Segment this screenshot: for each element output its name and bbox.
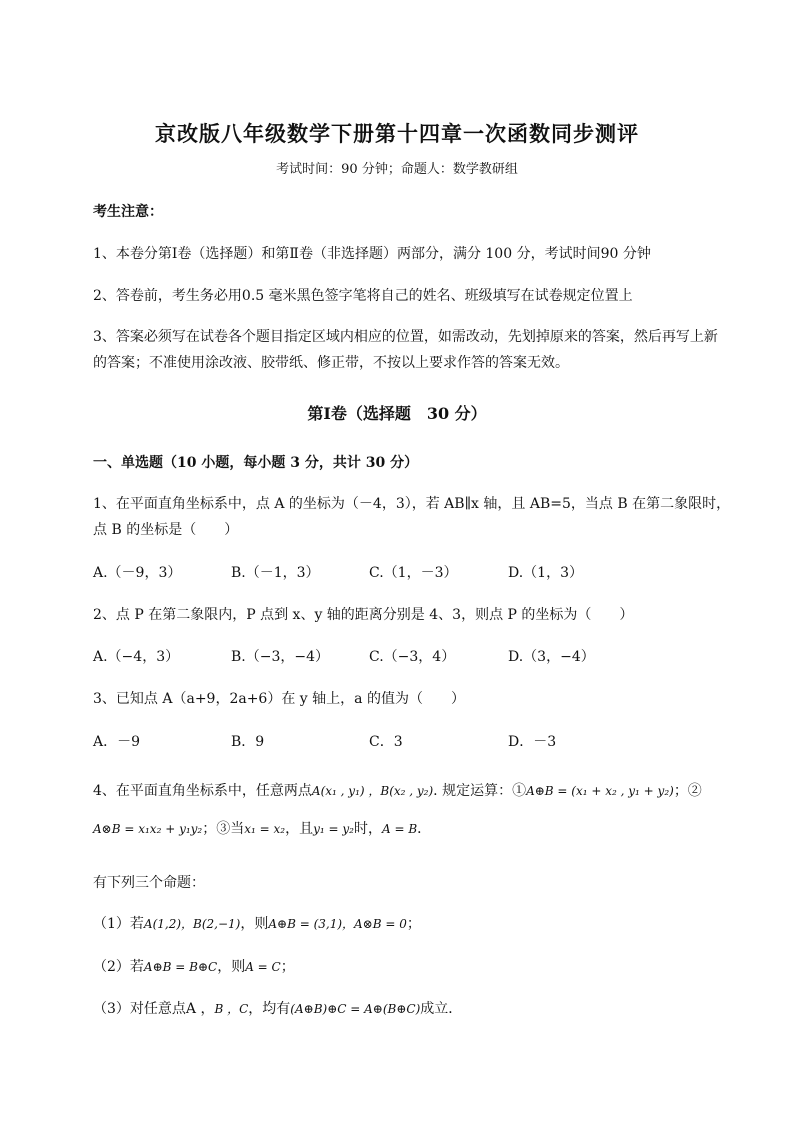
p2-text-a: （2）若 xyxy=(93,959,144,975)
q1-option-d: D.（1，3） xyxy=(508,565,583,581)
p2-text-b: ，则 xyxy=(217,959,246,975)
p2-condition-formula: A⊕B = B⊕C xyxy=(143,960,218,974)
q2-option-a: A.（−4，3） xyxy=(93,649,180,665)
q4-oplus-formula: A⊕B = (x₁ + x₂ , y₁ + y₂) xyxy=(526,784,674,798)
p3-points-formula: B ，C xyxy=(214,1002,249,1016)
q3-option-b: B．9 xyxy=(231,734,265,750)
page-title: 京改版八年级数学下册第十四章一次函数同步测评 xyxy=(155,121,639,146)
q4-text-c: ；② xyxy=(673,783,702,799)
q4-text-a: 4、在平面直角坐标系中，任意两点 xyxy=(93,783,312,799)
q4-a-equals-b-formula: A = B xyxy=(381,822,418,836)
question-4-text-cont xyxy=(93,818,431,838)
notice-item-3-cont: 的答案；不准使用涂改液、胶带纸、修正带，不按以上要求作答的答案无效。 xyxy=(93,355,569,371)
notice-item-3: 3、答案必须写在试卷各个题目指定区域内相应的位置，如需改动，先划掉原来的答案，然后再写上新 xyxy=(93,329,718,345)
p3-text-b: ，均有 xyxy=(248,1001,291,1017)
q3-option-a: A．－9 xyxy=(93,734,141,750)
q4-x-equal-formula: x₁ = x₂ xyxy=(244,822,286,836)
question-2-text: 2、点 P 在第二象限内，P 点到 x、y 轴的距离分别是 4、3，则点 P 的坐标为（ ） xyxy=(93,607,634,623)
q4-text-e: ，且 xyxy=(285,821,314,837)
p1-text-b: ，则 xyxy=(240,916,269,932)
exam-subtitle: 考试时间：90 分钟；命题人：数学教研组 xyxy=(276,162,518,177)
q2-option-c: C.（−3，4） xyxy=(369,649,456,665)
q1-option-c: C.（1，－3） xyxy=(369,565,458,581)
p1-result-formula: A⊕B = (3,1)，A⊗B = 0 xyxy=(268,917,407,931)
p1-text-c: ； xyxy=(406,916,421,932)
proposition-2 xyxy=(93,956,295,976)
q4-text-f: 时， xyxy=(353,821,382,837)
notice-heading: 考生注意： xyxy=(93,204,163,220)
question-1-text: 1、在平面直角坐标系中，点 A 的坐标为（－4，3），若 AB∥x 轴，且 AB=5，当点 B 在第二象限时， xyxy=(93,496,731,512)
p2-text-c: ； xyxy=(280,959,295,975)
p2-result-formula: A = C xyxy=(245,960,281,974)
part-heading: 一、单选题（10 小题，每小题 3 分，共计 30 分） xyxy=(93,455,419,471)
q3-option-d: D．－3 xyxy=(508,734,557,750)
section-title: 第Ⅰ卷（选择题 30 分） xyxy=(307,404,487,423)
q4-otimes-formula: A⊗B = x₁x₂ + y₁y₂ xyxy=(93,822,203,836)
q3-option-c: C．3 xyxy=(369,734,403,750)
q4-text-b: . 规定运算：① xyxy=(433,783,527,799)
q4-text-g: ． xyxy=(417,821,432,837)
p1-points-formula: A(1,2)，B(2,−1) xyxy=(143,917,241,931)
p1-text-a: （1）若 xyxy=(93,916,144,932)
p3-assoc-formula: (A⊕B)⊕C = A⊕(B⊕C) xyxy=(290,1002,421,1016)
q4-text-d: ；③当 xyxy=(202,821,245,837)
q4-y-equal-formula: y₁ = y₂ xyxy=(313,822,354,836)
q1-option-b: B.（－1，3） xyxy=(231,565,320,581)
q2-option-b: B.（−3，−4） xyxy=(231,649,330,665)
p3-text-c: 成立． xyxy=(420,1001,463,1017)
question-3-text: 3、已知点 A（a+9，2a+6）在 y 轴上，a 的值为（ ） xyxy=(93,691,465,707)
question-1-text-cont: 点 B 的坐标是（ ） xyxy=(93,522,239,538)
q4-points-formula: A(x₁ , y₁) ，B(x₂ , y₂) xyxy=(311,784,434,798)
q2-option-d: D.（3，−4） xyxy=(508,649,595,665)
notice-item-2: 2、答卷前，考生务必用0.5 毫米黑色签字笔将自己的姓名、班级填写在试卷规定位置上 xyxy=(93,288,633,304)
proposition-1 xyxy=(93,913,421,933)
question-4-text xyxy=(93,780,702,800)
q1-option-a: A.（－9，3） xyxy=(93,565,182,581)
notice-item-1: 1、本卷分第Ⅰ卷（选择题）和第Ⅱ卷（非选择题）两部分，满分 100 分，考试时间90 分钟 xyxy=(93,246,651,262)
p3-text-a: （3）对任意点A ， xyxy=(93,1001,215,1017)
propositions-intro: 有下列三个命题： xyxy=(93,875,205,891)
proposition-3 xyxy=(93,998,462,1018)
